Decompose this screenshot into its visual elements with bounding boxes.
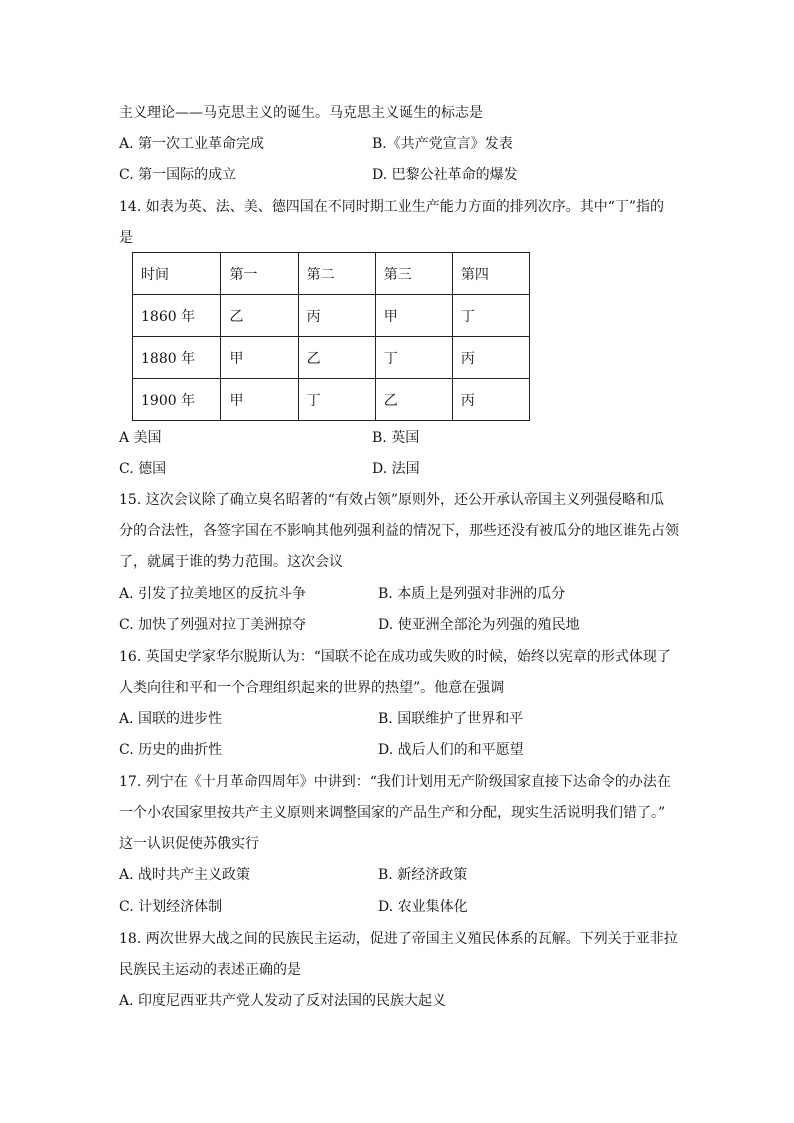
q16-stem-line1: 16. 英国史学家华尔脱斯认为：“国联不论在成功或失败的时候，始终以宪章的形式体现了 <box>119 649 671 665</box>
table-cell: 甲 <box>221 337 298 379</box>
q14-option-d: D. 法国 <box>372 461 420 477</box>
q13-stem: 主义理论——马克思主义的诞生。马克思主义诞生的标志是 <box>119 105 483 121</box>
ranking-table <box>132 252 530 421</box>
table-cell: 甲 <box>221 379 298 421</box>
table-cell: 丙 <box>452 337 529 379</box>
q16-option-d: D. 战后人们的和平愿望 <box>378 742 524 758</box>
table-cell: 丁 <box>298 379 375 421</box>
q13-option-a: A. 第一次工业革命完成 <box>119 136 265 152</box>
q14-stem-line2: 是 <box>119 230 133 246</box>
table-row <box>133 379 530 421</box>
q14-option-c: C. 德国 <box>119 461 167 477</box>
table-cell: 1900 年 <box>133 379 221 421</box>
q16-option-a: A. 国联的进步性 <box>119 711 223 727</box>
q17-stem-line2: 一个小农国家里按共产主义原则来调整国家的产品生产和分配，现实生活说明我们错了。” <box>119 805 666 821</box>
table-cell: 1880 年 <box>133 337 221 379</box>
table-cell: 丙 <box>452 379 529 421</box>
q17-stem-line1: 17. 列宁在《十月革命四周年》中讲到：“我们计划用无产阶级国家直接下达命令的办法在 <box>119 774 671 790</box>
q13-option-b: B.《共产党宣言》发表 <box>372 136 513 152</box>
table-header-cell: 第四 <box>452 253 529 295</box>
table-cell: 丙 <box>298 295 375 337</box>
table-cell: 乙 <box>298 337 375 379</box>
q15-stem-line1: 15. 这次会议除了确立臭名昭著的“有效占领”原则外，还公开承认帝国主义列强侵略和瓜 <box>119 492 665 508</box>
q14-option-a: A 美国 <box>119 430 162 446</box>
q14-option-b: B. 英国 <box>372 430 420 446</box>
q17-option-d: D. 农业集体化 <box>378 899 468 915</box>
q15-option-b: B. 本质上是列强对非洲的瓜分 <box>378 586 566 602</box>
q18-option-a: A. 印度尼西亚共产党人发动了反对法国的民族大起义 <box>119 993 447 1009</box>
q18-stem-line1: 18. 两次世界大战之间的民族民主运动，促进了帝国主义殖民体系的瓦解。下列关于亚非拉 <box>119 931 678 947</box>
q17-option-b: B. 新经济政策 <box>378 867 468 883</box>
q17-option-c: C. 计划经济体制 <box>119 899 223 915</box>
table-header-cell: 第一 <box>221 253 298 295</box>
table-cell: 丁 <box>375 337 452 379</box>
table-row <box>133 295 530 337</box>
q18-stem-line2: 民族民主运动的表述正确的是 <box>119 962 301 978</box>
table-row <box>133 337 530 379</box>
q15-stem-line3: 了，就属于谁的势力范围。这次会议 <box>119 554 343 570</box>
q15-option-a: A. 引发了拉美地区的反抗斗争 <box>119 586 307 602</box>
table-cell: 丁 <box>452 295 529 337</box>
q15-option-d: D. 使亚洲全部沦为列强的殖民地 <box>378 617 580 633</box>
q13-option-c: C. 第一国际的成立 <box>119 167 237 183</box>
table-cell: 甲 <box>375 295 452 337</box>
table-header-cell: 时间 <box>133 253 221 295</box>
q17-stem-line3: 这一认识促使苏俄实行 <box>119 836 259 852</box>
q15-option-c: C. 加快了列强对拉丁美洲掠夺 <box>119 617 307 633</box>
q16-stem-line2: 人类向往和平和一个合理组织起来的世界的热望”。他意在强调 <box>119 680 505 696</box>
q16-option-c: C. 历史的曲折性 <box>119 742 223 758</box>
q17-option-a: A. 战时共产主义政策 <box>119 867 251 883</box>
table-cell: 乙 <box>375 379 452 421</box>
table-header-cell: 第三 <box>375 253 452 295</box>
q15-stem-line2: 分的合法性，各签字国在不影响其他列强利益的情况下，那些还没有被瓜分的地区谁先占领 <box>119 523 679 539</box>
table-header-row <box>133 253 530 295</box>
q14-stem-line1: 14. 如表为英、法、美、德四国在不同时期工业生产能力方面的排列次序。其中“丁”指的 <box>119 199 665 215</box>
table-cell: 乙 <box>221 295 298 337</box>
q16-option-b: B. 国联维护了世界和平 <box>378 711 524 727</box>
table-header-cell: 第二 <box>298 253 375 295</box>
q13-option-d: D. 巴黎公社革命的爆发 <box>372 167 518 183</box>
table-cell: 1860 年 <box>133 295 221 337</box>
